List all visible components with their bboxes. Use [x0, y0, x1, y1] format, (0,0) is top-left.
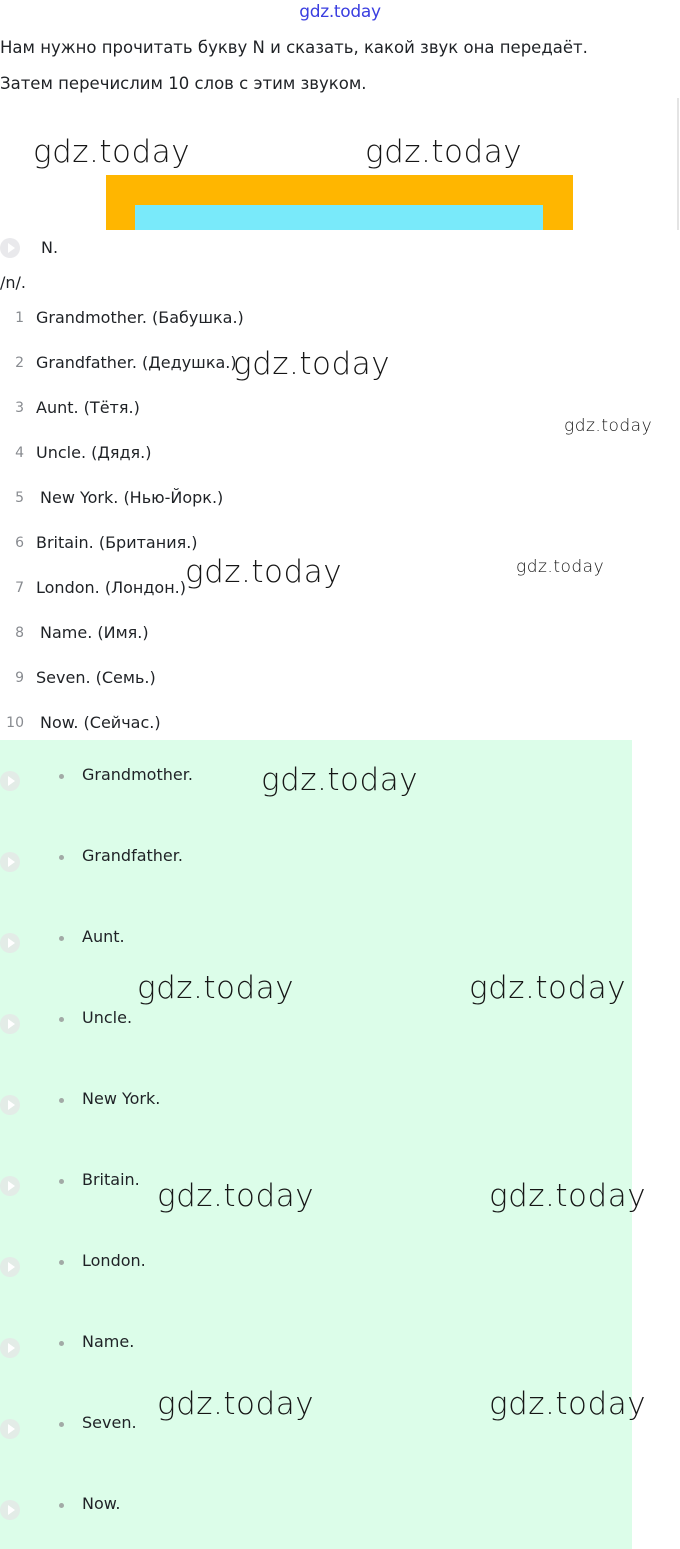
letter-card-inner — [135, 205, 543, 230]
watermark: gdz.today — [33, 134, 191, 170]
item-text: Grandfather. (Дедушка.) — [36, 353, 237, 372]
item-text: Britain. (Британия.) — [36, 533, 198, 552]
play-icon[interactable] — [0, 1419, 20, 1439]
list-item — [0, 433, 500, 478]
item-text: Now. (Сейчас.) — [40, 713, 161, 732]
watermark: gdz.today — [157, 1386, 315, 1422]
item-text: Seven. (Семь.) — [36, 668, 156, 687]
item-number: 6 — [15, 535, 24, 551]
item-text: Uncle. (Дядя.) — [36, 443, 152, 462]
audio-word: Uncle. — [82, 1008, 133, 1027]
item-text: Grandmother. (Бабушка.) — [36, 308, 244, 327]
item-number: 8 — [15, 625, 24, 641]
watermark: gdz.today — [261, 762, 419, 798]
item-number: 5 — [15, 490, 24, 506]
play-icon[interactable] — [0, 1014, 20, 1034]
audio-word: Seven. — [82, 1413, 137, 1432]
right-divider — [677, 98, 679, 230]
play-icon[interactable] — [0, 1176, 20, 1196]
audio-list-item — [0, 1226, 632, 1307]
audio-word: Grandfather. — [82, 846, 183, 865]
audio-word: Britain. — [82, 1170, 140, 1189]
audio-word: Name. — [82, 1332, 135, 1351]
audio-list-item — [0, 1064, 632, 1145]
bullet-icon — [59, 936, 64, 941]
watermark: gdz.today — [185, 554, 343, 590]
list-item — [0, 613, 500, 658]
audio-word: New York. — [82, 1089, 161, 1108]
play-icon[interactable] — [0, 852, 20, 872]
item-number: 10 — [6, 715, 24, 731]
audio-list-item — [0, 821, 632, 902]
play-icon[interactable] — [0, 1257, 20, 1277]
list-item — [0, 298, 500, 343]
watermark: gdz.today — [489, 1386, 647, 1422]
item-number: 3 — [15, 400, 24, 416]
watermark: gdz.today — [516, 557, 605, 577]
watermark: gdz.today — [157, 1178, 315, 1214]
bullet-icon — [59, 1098, 64, 1103]
audio-word: Now. — [82, 1494, 121, 1513]
item-number: 1 — [15, 310, 24, 326]
list-item — [0, 478, 500, 523]
watermark: gdz.today — [137, 970, 295, 1006]
bullet-icon — [59, 774, 64, 779]
bullet-icon — [59, 1179, 64, 1184]
audio-word: Aunt. — [82, 927, 125, 946]
letter-label: N. — [41, 238, 59, 257]
play-icon[interactable] — [0, 933, 20, 953]
play-icon[interactable] — [0, 238, 20, 258]
bullet-icon — [59, 855, 64, 860]
play-icon[interactable] — [0, 1095, 20, 1115]
item-number: 9 — [15, 670, 24, 686]
bullet-icon — [59, 1503, 64, 1508]
intro-text: Нам нужно прочитать букву N и сказать, какой звук она передаёт. Затем перечислим 10 слов с этим звуком. — [0, 38, 588, 93]
bullet-icon — [59, 1017, 64, 1022]
item-text: London. (Лондон.) — [36, 578, 186, 597]
item-text: New York. (Нью-Йорк.) — [40, 488, 224, 507]
list-item — [0, 388, 500, 433]
audio-list-item — [0, 1307, 632, 1388]
bullet-icon — [59, 1422, 64, 1427]
play-icon[interactable] — [0, 771, 20, 791]
top-site-link[interactable]: gdz.today — [299, 2, 381, 22]
play-icon[interactable] — [0, 1338, 20, 1358]
sound-label: /n/. — [0, 273, 27, 292]
bullet-icon — [59, 1260, 64, 1265]
play-icon[interactable] — [0, 1500, 20, 1520]
item-text: Name. (Имя.) — [40, 623, 149, 642]
audio-word-list — [0, 740, 632, 1549]
audio-word: London. — [82, 1251, 146, 1270]
bullet-icon — [59, 1341, 64, 1346]
watermark: gdz.today — [233, 346, 391, 382]
item-text: Aunt. (Тётя.) — [36, 398, 140, 417]
watermark: gdz.today — [365, 134, 523, 170]
watermark: gdz.today — [489, 1178, 647, 1214]
audio-word: Grandmother. — [82, 765, 193, 784]
item-number: 7 — [15, 580, 24, 596]
item-number: 2 — [15, 355, 24, 371]
letter-card — [106, 175, 573, 230]
item-number: 4 — [15, 445, 24, 461]
watermark: gdz.today — [564, 416, 653, 436]
audio-list-item — [0, 1469, 632, 1549]
list-item — [0, 658, 500, 703]
watermark: gdz.today — [469, 970, 627, 1006]
